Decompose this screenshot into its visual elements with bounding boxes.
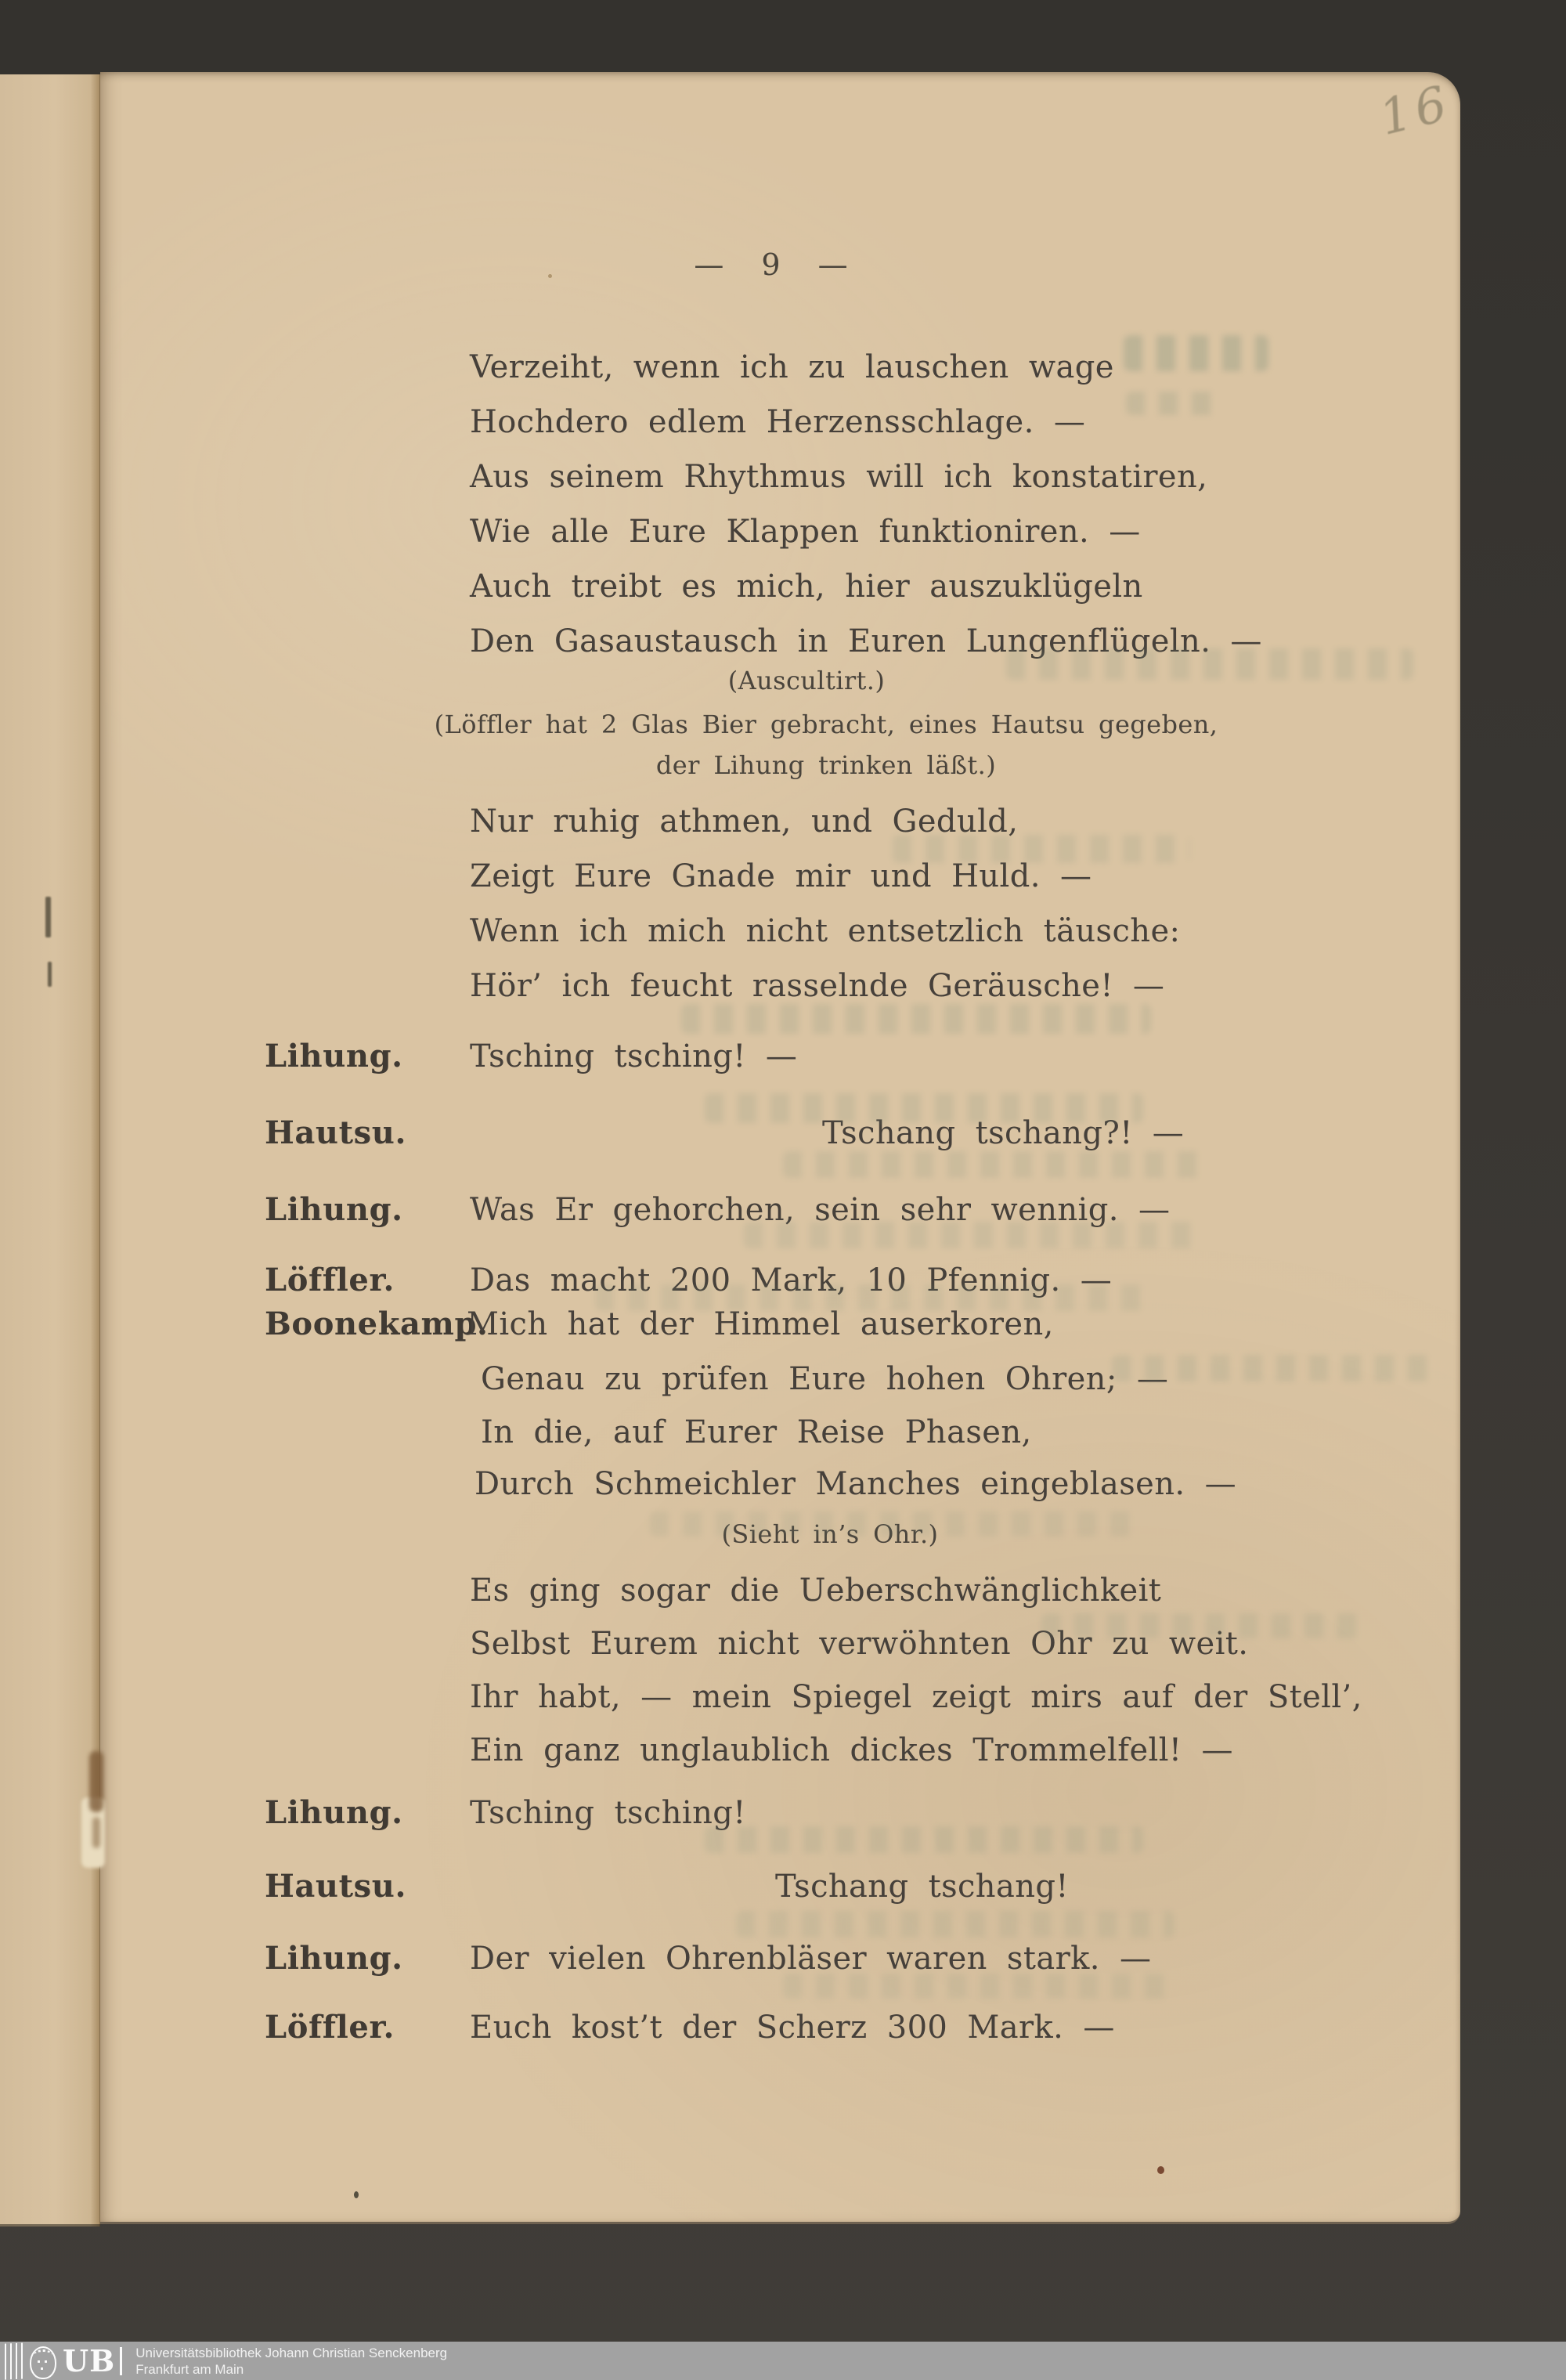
speaker-label: Lihung.	[265, 1038, 403, 1074]
verse-line: Wenn ich mich nicht entsetzlich täusche:	[470, 913, 1181, 949]
ub-library-logo	[5, 2342, 122, 2380]
speaker-label: Boonekamp.	[265, 1306, 489, 1342]
ub-acronym: UB	[63, 2342, 116, 2378]
bleedthrough-smudge	[681, 1004, 1151, 1034]
library-footer-bar	[0, 2342, 1566, 2380]
verse-line: Auch treibt es mich, hier auszuklügeln	[470, 569, 1143, 605]
bleedthrough-smudge	[893, 835, 1190, 863]
stage-direction: (Sieht in’s Ohr.)	[721, 1519, 939, 1549]
verse-line: Ihr habt, — mein Spiegel zeigt mirs auf der Stell’,	[470, 1679, 1362, 1715]
speaker-label: Löffler.	[265, 2009, 395, 2046]
dialogue-line: Tsching tsching! —	[470, 1038, 798, 1074]
logo-divider	[120, 2347, 122, 2375]
verse-line: Ein ganz unglaublich dickes Trommelfell! —	[470, 1732, 1233, 1768]
verse-line: Den Gasaustausch in Euren Lungenflügeln. —	[470, 623, 1262, 659]
library-city: Frankfurt am Main	[135, 2361, 244, 2377]
bleedthrough-smudge	[1041, 1613, 1370, 1638]
bleedthrough-smudge	[1006, 648, 1413, 680]
stage-direction: (Auscultirt.)	[727, 666, 886, 695]
dialogue-line: Tsching tsching!	[470, 1795, 746, 1831]
paper-damage	[92, 1817, 100, 1848]
speaker-label: Hautsu.	[265, 1868, 406, 1905]
stage-direction: (Löffler hat 2 Glas Bier gebracht, eines Hautsu gegeben,	[434, 710, 1218, 739]
speaker-label: Löffler.	[265, 1262, 395, 1298]
dialogue-line: Tschang tschang!	[775, 1869, 1069, 1905]
verse-line: Zeigt Eure Gnade mir und Huld. —	[470, 858, 1092, 894]
library-name-block	[135, 2345, 447, 2378]
book-spines-icon	[5, 2342, 25, 2379]
speaker-label: Lihung.	[265, 1940, 403, 1977]
library-institution: Universitätsbibliothek Johann Christian Senckenberg	[135, 2345, 448, 2360]
binding-mark	[45, 897, 51, 937]
verse-line: Verzeiht, wenn ich zu lauschen wage	[470, 349, 1114, 385]
dialogue-line: Der vielen Ohrenbläser waren stark. —	[470, 1941, 1152, 1977]
dialogue-line: Genau zu prüfen Eure hohen Ohren; —	[481, 1361, 1169, 1397]
verse-line: Es ging sogar die Ueberschwänglichkeit	[470, 1573, 1162, 1609]
dialogue-line: Was Er gehorchen, sein sehr wennig. —	[470, 1192, 1171, 1228]
paper-speck	[354, 2191, 359, 2198]
verse-line: Wie alle Eure Klappen funktioniren. —	[470, 514, 1141, 550]
dialogue-line: Durch Schmeichler Manches eingeblasen. —	[474, 1466, 1237, 1502]
speaker-label: Hautsu.	[265, 1114, 406, 1151]
bleedthrough-smudge	[736, 1911, 1174, 1938]
verse-line: Hochdero edlem Herzensschlage. —	[470, 404, 1086, 440]
speaker-label: Lihung.	[265, 1794, 403, 1831]
dialogue-line: Mich hat der Himmel auserkoren,	[467, 1306, 1054, 1342]
senckenberg-portrait-icon	[30, 2346, 56, 2379]
bleedthrough-smudge	[1112, 1355, 1441, 1381]
paper-speck	[548, 274, 552, 278]
bleedthrough-smudge	[705, 1093, 1143, 1123]
dialogue-line: Tschang tschang?! —	[822, 1115, 1185, 1151]
bleedthrough-smudge	[783, 1974, 1174, 1999]
bleedthrough-smudge	[744, 1222, 1198, 1248]
previous-page-edge	[0, 74, 100, 2227]
paper-damage	[89, 1751, 103, 1812]
bleedthrough-smudge	[1126, 392, 1220, 415]
dialogue-line: In die, auf Eurer Reise Phasen,	[481, 1414, 1032, 1450]
bleedthrough-smudge	[705, 1826, 1143, 1853]
handwritten-folio-number: 16	[1373, 74, 1457, 146]
dialogue-line: Euch kost’t der Scherz 300 Mark. —	[470, 2010, 1115, 2046]
bleedthrough-smudge	[650, 1511, 1135, 1537]
page-number: — 9 —	[694, 247, 849, 282]
verse-line: Nur ruhig athmen, und Geduld,	[470, 804, 1019, 840]
speaker-label: Lihung.	[265, 1191, 403, 1228]
paper-speck	[1157, 2166, 1164, 2174]
dialogue-line: Das macht 200 Mark, 10 Pfennig. —	[470, 1262, 1113, 1298]
verse-line: Selbst Eurem nicht verwöhnten Ohr zu weit.	[470, 1626, 1249, 1662]
verse-line: Aus seinem Rhythmus will ich konstatiren,	[470, 459, 1208, 495]
bleedthrough-smudge	[595, 1284, 1143, 1311]
bleedthrough-smudge	[1124, 335, 1268, 371]
binding-mark	[48, 962, 52, 987]
verse-line: Hör’ ich feucht rasselnde Geräusche! —	[470, 968, 1165, 1004]
bleedthrough-smudge	[783, 1151, 1206, 1178]
stage-direction: der Lihung trinken läßt.)	[655, 750, 997, 780]
